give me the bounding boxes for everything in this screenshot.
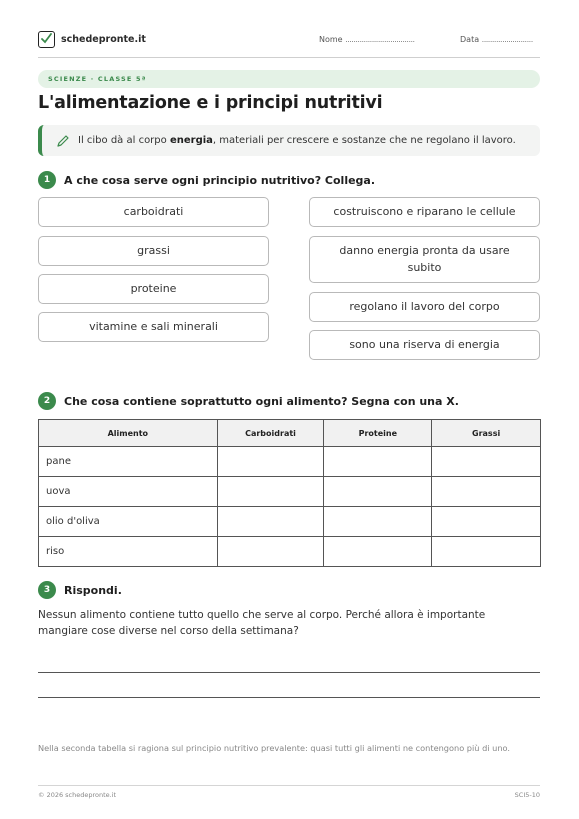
answer-cell[interactable] (432, 477, 541, 507)
table-row (39, 507, 541, 537)
question-text: Rispondi. (64, 583, 122, 597)
name-field[interactable] (319, 35, 415, 44)
question-number: 3 (38, 581, 56, 599)
table-row (39, 537, 541, 567)
answer-cell[interactable] (324, 537, 432, 567)
question-3-prompt: Nessun alimento contiene tutto quello che serve al corpo. Perché allora è importante mangiare cose diverse nel corso della settimana? (38, 609, 486, 637)
name-dots: .................................. (345, 35, 415, 44)
footer-copyright: © 2026 schedepronte.it (38, 791, 117, 799)
food-name-cell: olio d'oliva (39, 507, 218, 537)
teacher-note: Nella seconda tabella si ragiona sul principio nutritivo prevalente: quasi tutti gli alimenti ne contengono più di uno. (38, 743, 510, 753)
date-field[interactable] (460, 35, 533, 44)
answer-cell[interactable] (324, 477, 432, 507)
answer-cell[interactable] (324, 447, 432, 477)
name-label: Nome (319, 35, 343, 44)
food-name-cell: riso (39, 537, 218, 567)
answer-cell[interactable] (432, 507, 541, 537)
footer-divider (38, 785, 540, 786)
date-dots: ......................... (481, 35, 533, 44)
logo (38, 31, 146, 48)
food-table (38, 419, 541, 567)
question-number: 1 (38, 171, 56, 189)
table-row (39, 447, 541, 477)
answer-cell[interactable] (217, 477, 324, 507)
table-row (39, 477, 541, 507)
answer-line[interactable] (38, 697, 540, 698)
column-header: Carboidrati (217, 420, 324, 447)
intro-text: Il cibo dà al corpo energia, materiali per crescere e sostanze che ne regolano il lavoro. (78, 135, 516, 146)
table-header-row (39, 420, 541, 447)
question-1-heading (38, 171, 375, 189)
page-title: L'alimentazione e i principi nutritivi (38, 93, 383, 113)
pencil-icon (56, 134, 70, 148)
intro-box (38, 125, 540, 156)
match-right-item[interactable]: regolano il lavoro del corpo (309, 292, 540, 322)
question-text: A che cosa serve ogni principio nutritivo? Collega. (64, 173, 376, 187)
match-right-item[interactable]: danno energia pronta da usare subito (309, 236, 540, 283)
subject-tag: SCIENZE · CLASSE 5ª (38, 70, 540, 88)
question-3-heading (38, 581, 122, 599)
answer-cell[interactable] (217, 537, 324, 567)
column-header: Grassi (432, 420, 541, 447)
question-number: 2 (38, 392, 56, 410)
answer-cell[interactable] (324, 507, 432, 537)
question-text: Che cosa contiene soprattutto ogni alimento? Segna con una X. (64, 394, 459, 408)
answer-cell[interactable] (432, 447, 541, 477)
match-right-item[interactable]: costruiscono e riparano le cellule (309, 197, 540, 227)
match-left-item[interactable]: grassi (38, 236, 269, 266)
answer-cell[interactable] (217, 507, 324, 537)
answer-cell[interactable] (217, 447, 324, 477)
footer-code: SCI5-10 (514, 791, 540, 799)
column-header: Proteine (324, 420, 432, 447)
match-right-item[interactable]: sono una riserva di energia (309, 330, 540, 360)
match-left-item[interactable]: carboidrati (38, 197, 269, 227)
match-left-item[interactable]: vitamine e sali minerali (38, 312, 269, 342)
food-name-cell: uova (39, 477, 218, 507)
page-header (38, 30, 540, 58)
checkbox-logo-icon (38, 31, 55, 48)
question-2-heading (38, 392, 459, 410)
answer-line[interactable] (38, 672, 540, 673)
column-header: Alimento (39, 420, 218, 447)
logo-text: schedepronte.it (61, 34, 146, 45)
answer-cell[interactable] (432, 537, 541, 567)
match-left-item[interactable]: proteine (38, 274, 269, 304)
food-name-cell: pane (39, 447, 218, 477)
date-label: Data (460, 35, 480, 44)
